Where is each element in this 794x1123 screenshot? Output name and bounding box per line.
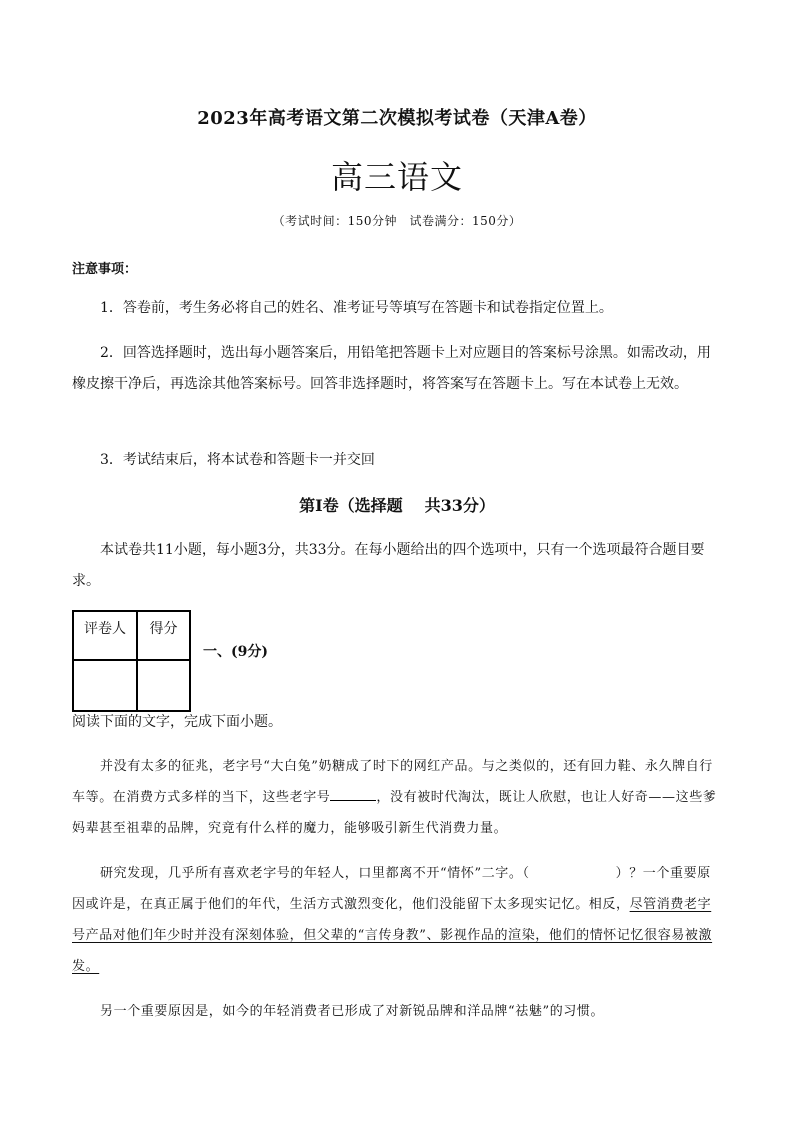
section-intro: 本试卷共11小题，每小题3分，共33分。在每小题给出的四个选项中，只有一个选项最符合题目要求。 [72,542,705,589]
fill-blank [330,786,376,801]
passage-p2-text-b: ）？一个重要原因或许是，在真正属于他们的年代，生活方式激烈变化，他们没能留下太多现实记忆。相反， [72,866,711,912]
exam-info: （考试时间：150分钟 试卷满分：150分） [272,214,522,228]
score-table-cell-score [137,660,190,711]
score-table-header-score: 得分 [137,611,190,660]
notice-item-1: 1．答卷前，考生务必将自己的姓名、准考证号等填写在答题卡和试卷指定位置上。 [100,300,613,316]
passage-paragraph-1 [72,751,720,844]
part-heading: 一、(9分) [203,644,268,660]
passage-p1-text-a: 并没有太多的征兆，老字号“大白兔”奶糖成了时下的网红产品。与之类似的，还有回力鞋、永久牌自行车等。在消费方式多样的当下，这些老字号 [72,759,713,805]
passage-paragraph-2 [72,858,720,982]
notice-item-2: 2．回答选择题时，选出每小题答案后，用铅笔把答题卡上对应题目的答案标号涂黑。如需改动，用橡皮擦干净后，再选涂其他答案标号。回答非选择题时，将答案写在答题卡上。写在本试卷上无效。 [72,345,711,392]
part-instruction: 阅读下面的文字，完成下面小题。 [72,714,282,730]
score-table-cell-grader [73,660,137,711]
notice-item-3: 3．考试结束后，将本试卷和答题卡一并交回 [100,452,375,468]
passage-p2-text-a: 研究发现，几乎所有喜欢老字号的年轻人，口里都离不开“情怀”二字。（ [100,866,530,881]
passage-paragraph-3: 另一个重要原因是，如今的年轻消费者已形成了对新锐品牌和洋品牌“祛魅”的习惯。 [100,1004,605,1019]
passage-p1-text-b: ，没有被时代淘汰，既让人欣慰，也让人好奇——这些爹妈辈甚至祖辈的品牌，究竟有什么样的魔力，能够吸引新生代消费力量。 [72,790,717,836]
section-title [0,493,794,516]
subject-title: 高三语文 [330,158,463,196]
section-title-right: 共33分） [424,496,495,515]
exam-title: 2023年高考语文第二次模拟考试卷（天津A卷） [197,108,597,129]
score-table-header-grader: 评卷人 [73,611,137,660]
section-title-left: 第Ⅰ卷（选择题 [299,496,403,515]
notice-heading: 注意事项： [72,262,138,277]
score-table [72,610,191,712]
underlined-sentence: 尽管消费老字号产品对他们年少时并没有深刻体验，但父辈的“言传身教”、影视作品的渲染，他们的情怀记忆很容易被激发。 [72,897,713,974]
